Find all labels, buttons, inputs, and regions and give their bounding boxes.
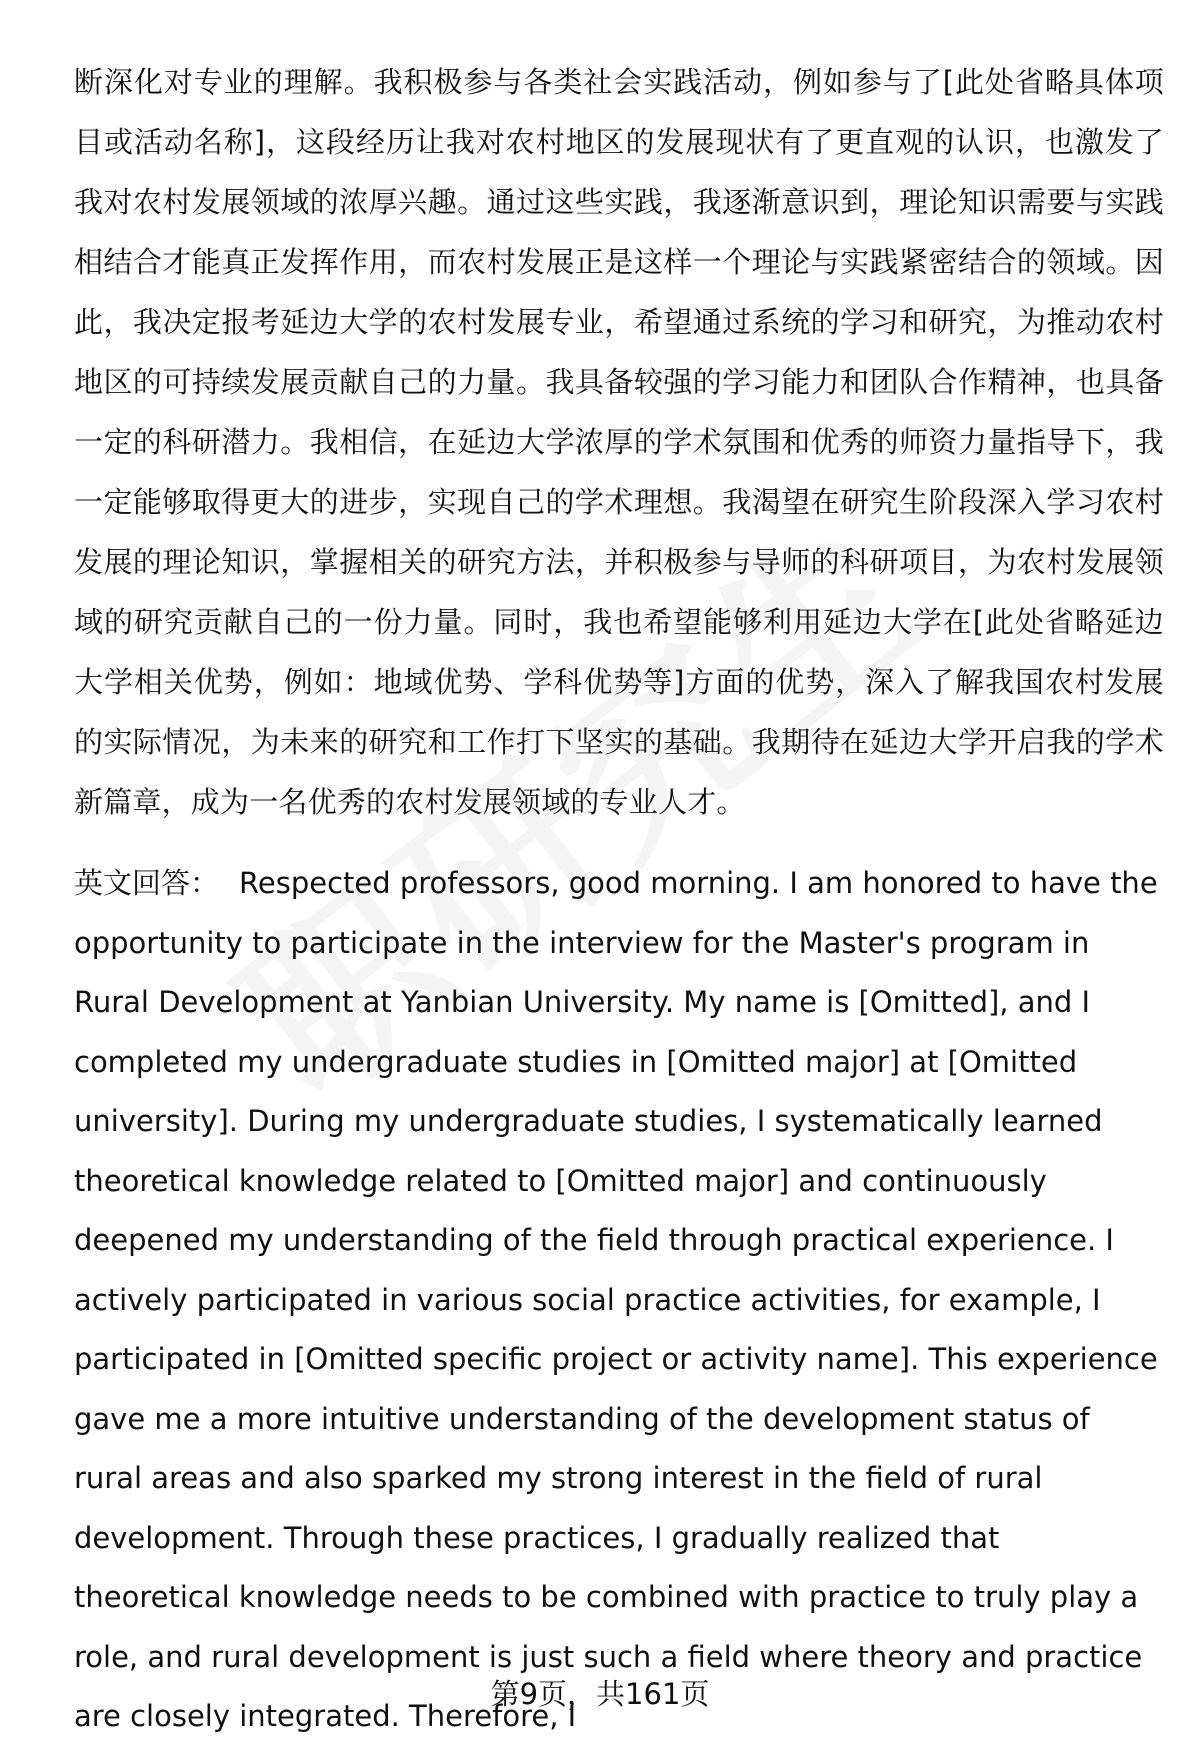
document-body [74, 52, 1167, 1747]
english-answer-label: 英文回答： [74, 866, 220, 900]
chinese-paragraph: 断深化对专业的理解。我积极参与各类社会实践活动，例如参与了[此处省略具体项目或活动名称]，这段经历让我对农村地区的发展现状有了更直观的认识，也激发了我对农村发展领域的浓厚兴趣。通过这些实践，我逐渐意识到，理论知识需要与实践相结合才能真正发挥作用，而农村发展正是这样一个理论与实践紧密结合的领域。因此，我决定报考延边大学的农村发展专业，希望通过系统的学习和研究，为推动农村地区的可持续发展贡献自己的力量。我具备较强的学习能力和团队合作精神，也具备一定的科研潜力。我相信，在延边大学浓厚的学术氛围和优秀的师资力量指导下，我一定能够取得更大的进步，实现自己的学术理想。我渴望在研究生阶段深入学习农村发展的理论知识，掌握相关的研究方法，并积极参与导师的科研项目，为农村发展领域的研究贡献自己的一份力量。同时，我也希望能够利用延边大学在[此处省略延边大学相关优势，例如：地域优势、学科优势等]方面的优势，深入了解我国农村发展的实际情况，为未来的研究和工作打下坚实的基础。我期待在延边大学开启我的学术新篇章，成为一名优秀的农村发展领域的专业人才。 [74, 65, 1164, 819]
page-number-footer: 第9页，共161页 [490, 1677, 710, 1711]
english-answer-text: Respected professors, good morning. I am honored to have the opportunity to participate in the interview for the Master's program in Rural Development at Yanbian University. My name is [Omitted], and I completed my undergraduate studies in [Omitted major] at [Omitted university]. During my undergraduate studies, I systematically learned theoretical knowledge related to [Omitted major] and continuously deepened my understanding of the field through practical experience. I actively participated in various social practice activities, for example, I participated in [Omitted specific project or activity name]. This experience gave me a more intuitive understanding of the development status of rural areas and also sparked my strong interest in the field of rural development. Through these practices, I gradually realized that theoretical knowledge needs to be combined with practice to truly play a role, and rural development is just such a field where theory and practice are closely integrated. Therefore, I [74, 866, 1167, 1733]
english-answer-paragraph [74, 854, 1167, 1747]
